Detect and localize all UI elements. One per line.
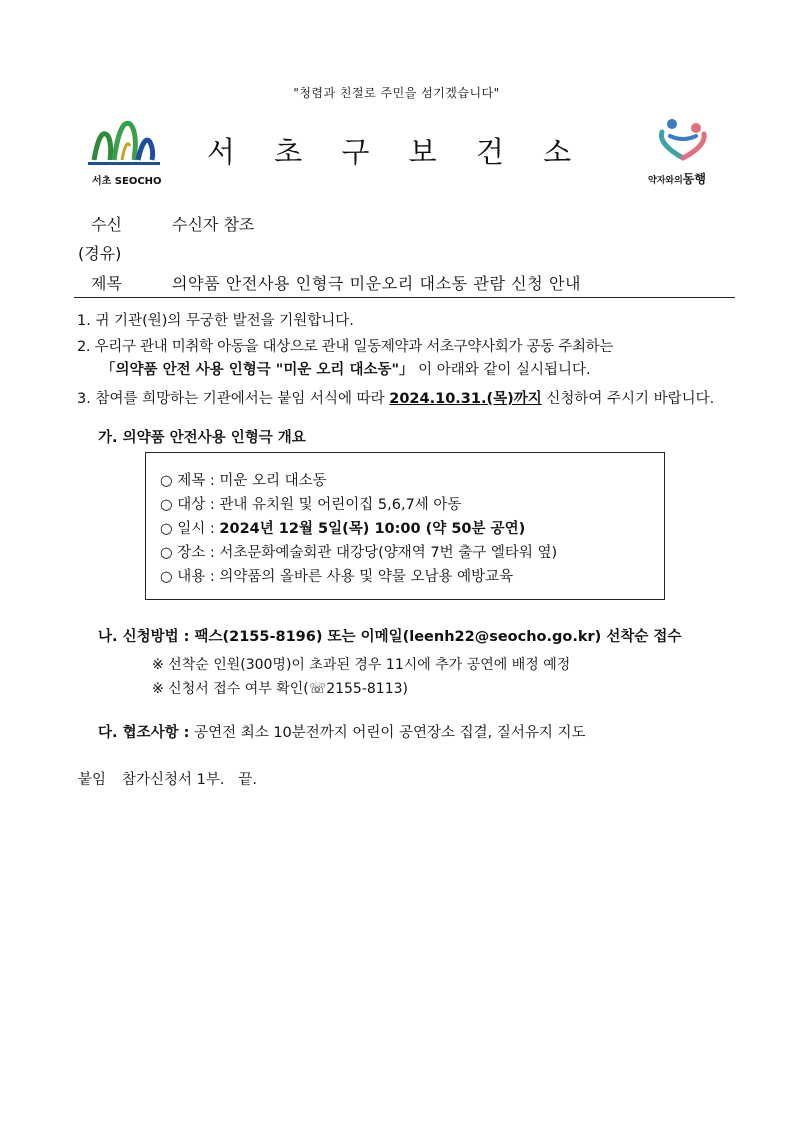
overview-item-venue: ○ 장소 : 서초문화예술회관 대강당(양재역 7번 출구 엘타워 옆) xyxy=(160,545,558,561)
overview-item-datetime: ○ 일시 : 2024년 12월 5일(목) 10:00 (약 50분 공연) xyxy=(160,521,526,537)
recipient-label: 수신 xyxy=(91,215,122,234)
event-title-bold: 「의약품 안전 사용 인형극 "미운 오리 대소동"」 xyxy=(101,362,414,378)
dongheng-logo-text: 약자와의동행 xyxy=(648,172,706,186)
paragraph-3: 3. 참여를 희망하는 기관에서는 붙임 서식에 따라 2024.10.31.(목)까지 신청하여 주시기 바랍니다. xyxy=(77,391,715,407)
paragraph-2-line-2 xyxy=(101,358,591,379)
section-da xyxy=(98,721,586,742)
via-label: (경유) xyxy=(78,244,122,263)
seocho-logo-text: 서초 SEOCHO xyxy=(92,176,162,187)
attachment-label: 붙임 xyxy=(78,772,107,788)
section-da-text: 공연전 최소 10분전까지 어린이 공연장소 집결, 질서유지 지도 xyxy=(189,725,586,741)
overview-item-title: ○ 제목 : 미운 오리 대소동 xyxy=(160,473,327,489)
subject-value: 의약품 안전사용 인형극 미운오리 대소동 관람 신청 안내 xyxy=(172,274,582,293)
subject-label: 제목 xyxy=(91,274,122,293)
section-na-note-1: ※ 선착순 인원(300명)이 초과된 경우 11시에 추가 공연에 배정 예정 xyxy=(152,657,571,673)
page-title: 서 초 구 보 건 소 xyxy=(206,135,587,169)
slogan: "청렴과 친절로 주민을 섬기겠습니다" xyxy=(293,86,500,100)
dongheng-logo xyxy=(648,116,718,186)
overview-item-content: ○ 내용 : 의약품의 올바른 사용 및 약물 오남용 예방교육 xyxy=(160,569,514,585)
overview-item-target: ○ 대상 : 관내 유치원 및 어린이집 5,6,7세 아동 xyxy=(160,497,462,513)
paragraph-2-rest: 이 아래와 같이 실시됩니다. xyxy=(418,362,591,378)
section-na-heading: 나. 신청방법 : 팩스(2155-8196) 또는 이메일(leenh22@seocho.go.kr) 선착순 접수 xyxy=(98,629,682,645)
recipient-value: 수신자 참조 xyxy=(172,215,255,234)
section-ga-heading: 가. 의약품 안전사용 인형극 개요 xyxy=(98,430,306,446)
overview-box xyxy=(145,452,665,600)
heart-people-icon xyxy=(648,116,718,162)
paragraph-1: 1. 귀 기관(원)의 무궁한 발전을 기원합니다. xyxy=(77,313,354,329)
deadline-date: 2024.10.31.(목)까지 xyxy=(389,391,542,407)
attachment-text: 참가신청서 1부. 끝. xyxy=(122,772,257,788)
section-na-note-2: ※ 신청서 접수 여부 확인(☏2155-8113) xyxy=(152,681,408,697)
paragraph-2-line-1: 2. 우리구 관내 미취학 아동을 대상으로 관내 일동제약과 서초구약사회가 공동 주최하는 xyxy=(77,339,614,355)
header-divider xyxy=(74,297,735,298)
section-da-heading: 다. 협조사항 : xyxy=(98,725,190,741)
